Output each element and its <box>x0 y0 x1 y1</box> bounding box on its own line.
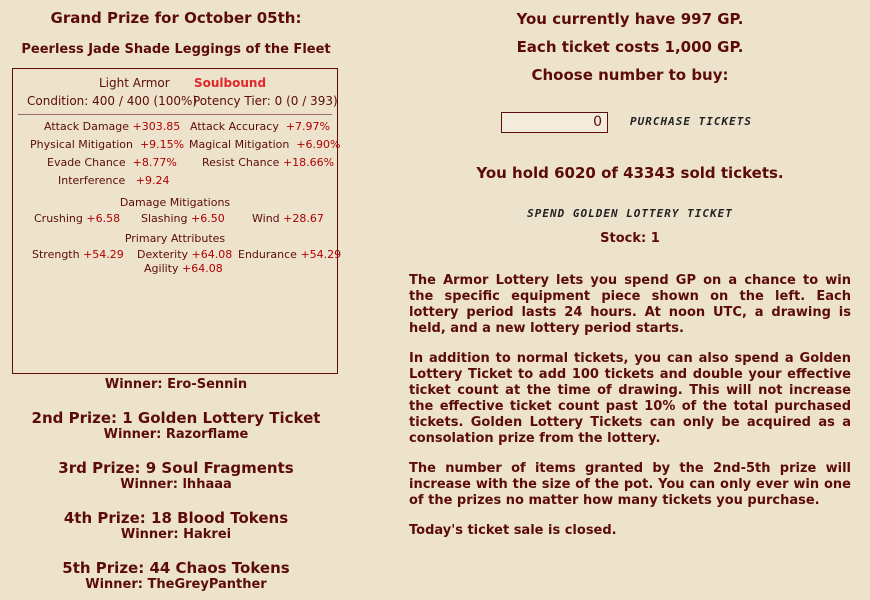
golden-ticket-stock: Stock: 1 <box>600 231 660 246</box>
info-paragraph-2: In addition to normal tickets, you can also spend a Golden Lottery Ticket to add 100 tickets and double your effective ticket count at the time of drawing. This will not increase the effective ticket count past 10% of the total purchased tickets. Golden Lottery Tickets can only be acquired as a consolation prize from the lottery. <box>409 351 851 446</box>
item-category: Light Armor <box>99 76 170 90</box>
stat-interference: Interference +9.24 <box>58 174 170 187</box>
mitigation-slashing: Slashing +6.50 <box>141 212 225 225</box>
gp-balance: You currently have 997 GP. <box>516 10 744 28</box>
purchase-tickets-button[interactable]: PURCHASE TICKETS <box>630 115 752 128</box>
grand-prize-winner: Winner: Ero-Sennin <box>104 377 248 392</box>
choose-number-label: Choose number to buy: <box>531 66 729 84</box>
grand-prize-item-name: Peerless Jade Shade Leggings of the Fleet <box>21 42 331 57</box>
attributes-heading: Primary Attributes <box>124 232 226 245</box>
lottery-panel <box>400 0 860 600</box>
tickets-held: You hold 6020 of 43343 sold tickets. <box>476 164 784 182</box>
info-paragraph-3: The number of items granted by the 2nd-5th prize will increase with the size of the pot. You can only ever win one of the prizes no matter how many tickets you purchase. <box>409 461 851 508</box>
ticket-cost: Each ticket costs 1,000 GP. <box>516 38 744 56</box>
grand-prize-title: Grand Prize for October 05th: <box>50 9 302 27</box>
stat-magical-mitigation: Magical Mitigation +6.90% <box>189 138 341 151</box>
sale-closed-notice: Today's ticket sale is closed. <box>409 523 617 538</box>
attribute-agility: Agility +64.08 <box>144 262 223 275</box>
ticket-quantity-input[interactable]: 0 <box>501 112 608 133</box>
prize-title: 5th Prize: 44 Chaos Tokens <box>62 559 290 577</box>
prize-panel <box>0 0 352 600</box>
stat-resist-chance: Resist Chance +18.66% <box>202 156 335 169</box>
soulbound-label: Soulbound <box>194 76 267 90</box>
potency-text: Potency Tier: 0 (0 / 393) <box>193 94 338 108</box>
stat-attack-accuracy: Attack Accuracy +7.97% <box>190 120 331 133</box>
spend-golden-ticket-button[interactable]: SPEND GOLDEN LOTTERY TICKET <box>527 207 733 220</box>
stat-physical-mitigation: Physical Mitigation +9.15% <box>30 138 185 151</box>
mitigations-heading: Damage Mitigations <box>119 196 231 209</box>
attribute-strength: Strength +54.29 <box>32 248 124 261</box>
prize-winner: Winner: Hakrei <box>120 527 232 542</box>
prize-title: 2nd Prize: 1 Golden Lottery Ticket <box>31 409 321 427</box>
prize-winner: Winner: Razorflame <box>103 427 249 442</box>
condition-text: Condition: 400 / 400 (100%) <box>27 94 198 108</box>
stat-evade-chance: Evade Chance +8.77% <box>47 156 177 169</box>
mitigation-crushing: Crushing +6.58 <box>34 212 121 225</box>
prize-title: 4th Prize: 18 Blood Tokens <box>63 509 289 527</box>
prize-winner: Winner: TheGreyPanther <box>85 577 267 592</box>
attribute-endurance: Endurance +54.29 <box>238 248 342 261</box>
prize-title: 3rd Prize: 9 Soul Fragments <box>58 459 294 477</box>
mitigation-wind: Wind +28.67 <box>252 212 324 225</box>
prize-2nd <box>0 409 352 442</box>
attribute-dexterity: Dexterity +64.08 <box>137 248 233 261</box>
prize-3rd <box>0 459 352 492</box>
stat-attack-damage: Attack Damage +303.85 <box>44 120 181 133</box>
prize-5th <box>0 559 352 592</box>
info-paragraph-1: The Armor Lottery lets you spend GP on a chance to win the specific equipment piece shown on the left. Each lottery period lasts 24 hours. At noon UTC, a drawing is held, and a new lottery period starts. <box>409 273 851 336</box>
prize-4th <box>0 509 352 542</box>
stats-divider <box>18 114 332 115</box>
item-stats-box <box>12 68 342 374</box>
prize-winner: Winner: lhhaaa <box>120 477 232 492</box>
